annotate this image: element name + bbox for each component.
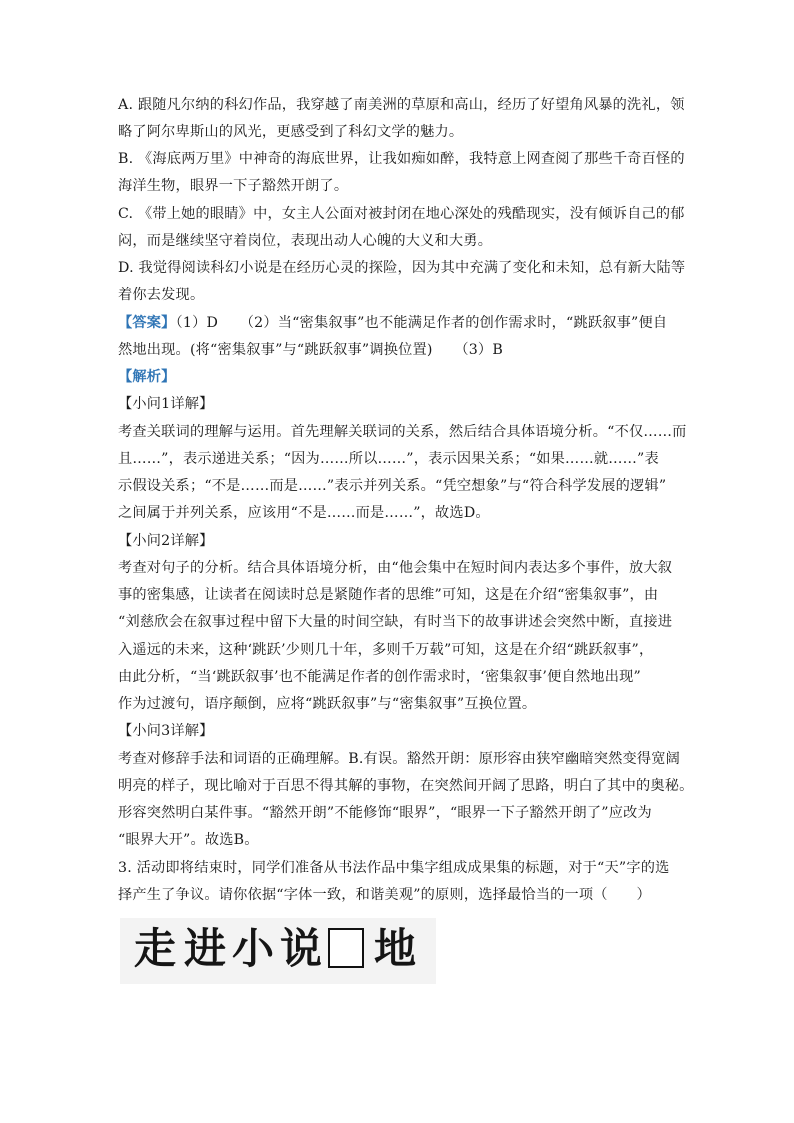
option-d-line-2: 着你去发现。 — [118, 287, 205, 303]
question3-line-2: 择产生了争议。请你依据“字体一致，和谐美观”的原则，选择最恰当的一项（ ） — [118, 887, 651, 903]
subq2-line-2: 事的密集感，让读者在阅读时总是紧随作者的思维”可知，这是在介绍“密集叙事”，由 — [118, 587, 659, 603]
subq3-heading: 【小问3详解】 — [118, 723, 214, 739]
calligraphy-char: 小 — [232, 924, 275, 973]
option-d-line-1: D. 我觉得阅读科幻小说是在经历心灵的探险，因为其中充满了变化和未知，总有新大陆等 — [118, 260, 686, 276]
subq2-line-4: 入遥远的未来，这种‘跳跃’少则几十年，多则千万载”可知，这是在介绍“跳跃叙事”， — [118, 642, 654, 658]
subq3-line-4: “眼界大开”。故选B。 — [118, 832, 259, 848]
calligraphy-char: 走 — [134, 924, 177, 973]
subq1-line-1: 考查关联词的理解与运用。首先理解关联词的关系，然后结合具体语境分析。“不仅……而 — [118, 424, 687, 440]
calligraphy-char: 进 — [184, 924, 227, 973]
blank-character-box — [328, 928, 364, 968]
answer-text-1: （1）D （2）当“密集叙事”也不能满足作者的创作需求时，“跳跃叙事”便自 — [175, 315, 668, 331]
answer-label: 【答案】 — [118, 315, 176, 331]
subq1-line-4: 之间属于并列关系，应该用“不是……而是……”，故选D。 — [118, 505, 490, 521]
analysis-label: 【解析】 — [118, 369, 176, 385]
subq2-heading: 【小问2详解】 — [118, 533, 214, 549]
answer-line-2: 然地出现。(将“密集叙事”与“跳跃叙事”调换位置) （3）B — [118, 342, 503, 358]
calligraphy-char: 说 — [280, 924, 323, 973]
option-a-line-1: A. 跟随凡尔纳的科幻作品，我穿越了南美洲的草原和高山，经历了好望角风暴的洗礼，领 — [118, 97, 685, 113]
subq2-line-6: 作为过渡句，语序颠倒，应将“跳跃叙事”与“密集叙事”互换位置。 — [118, 696, 537, 712]
subq2-line-5: 由此分析，“当‘跳跃叙事’也不能满足作者的创作需求时，‘密集叙事’便自然地出现” — [118, 669, 641, 685]
subq3-line-1: 考查对修辞手法和词语的正确理解。B.有误。豁然开朗：原形容由狭窄幽暗突然变得宽阔 — [118, 751, 681, 767]
option-c-line-2: 闷，而是继续坚守着岗位，表现出动人心魄的大义和大勇。 — [118, 233, 493, 249]
option-a-line-2: 略了阿尔卑斯山的风光，更感受到了科幻文学的魅力。 — [118, 124, 464, 140]
option-c-line-1: C. 《带上她的眼睛》中，女主人公面对被封闭在地心深处的残酷现实，没有倾诉自己的郁 — [118, 206, 685, 222]
subq3-line-3: 形容突然明白某件事。“豁然开朗”不能修饰“眼界”，“眼界一下子豁然开朗了”应改为 — [118, 805, 652, 821]
question3-line-1: 3. 活动即将结束时，同学们准备从书法作品中集字组成成果集的标题，对于“天”字的选 — [118, 860, 670, 876]
subq2-line-1: 考查对句子的分析。结合具体语境分析，由“他会集中在短时间内表达多个事件，放大叙 — [118, 560, 673, 576]
subq1-line-2: 且……”，表示递进关系；“因为……所以……”，表示因果关系；“如果……就……”表 — [118, 451, 659, 467]
option-b-line-2: 海洋生物，眼界一下子豁然开朗了。 — [118, 178, 349, 194]
answer-line-1 — [118, 313, 688, 333]
subq2-line-3: “刘慈欣会在叙事过程中留下大量的时间空缺，有时当下的故事讲述会突然中断，直接进 — [118, 614, 673, 630]
calligraphy-title-image — [120, 918, 436, 984]
subq3-line-2: 明亮的样子，现比喻对于百思不得其解的事物，在突然间开阔了思路，明白了其中的奥秘。 — [118, 778, 694, 794]
option-b-line-1: B. 《海底两万里》中神奇的海底世界，让我如痴如醉，我特意上网查阅了那些千奇百怪的 — [118, 151, 685, 167]
calligraphy-char: 地 — [374, 924, 417, 973]
subq1-heading: 【小问1详解】 — [118, 396, 214, 412]
subq1-line-3: 示假设关系；“不是……而是……”表示并列关系。“凭空想象”与“符合科学发展的逻辑” — [118, 478, 667, 494]
